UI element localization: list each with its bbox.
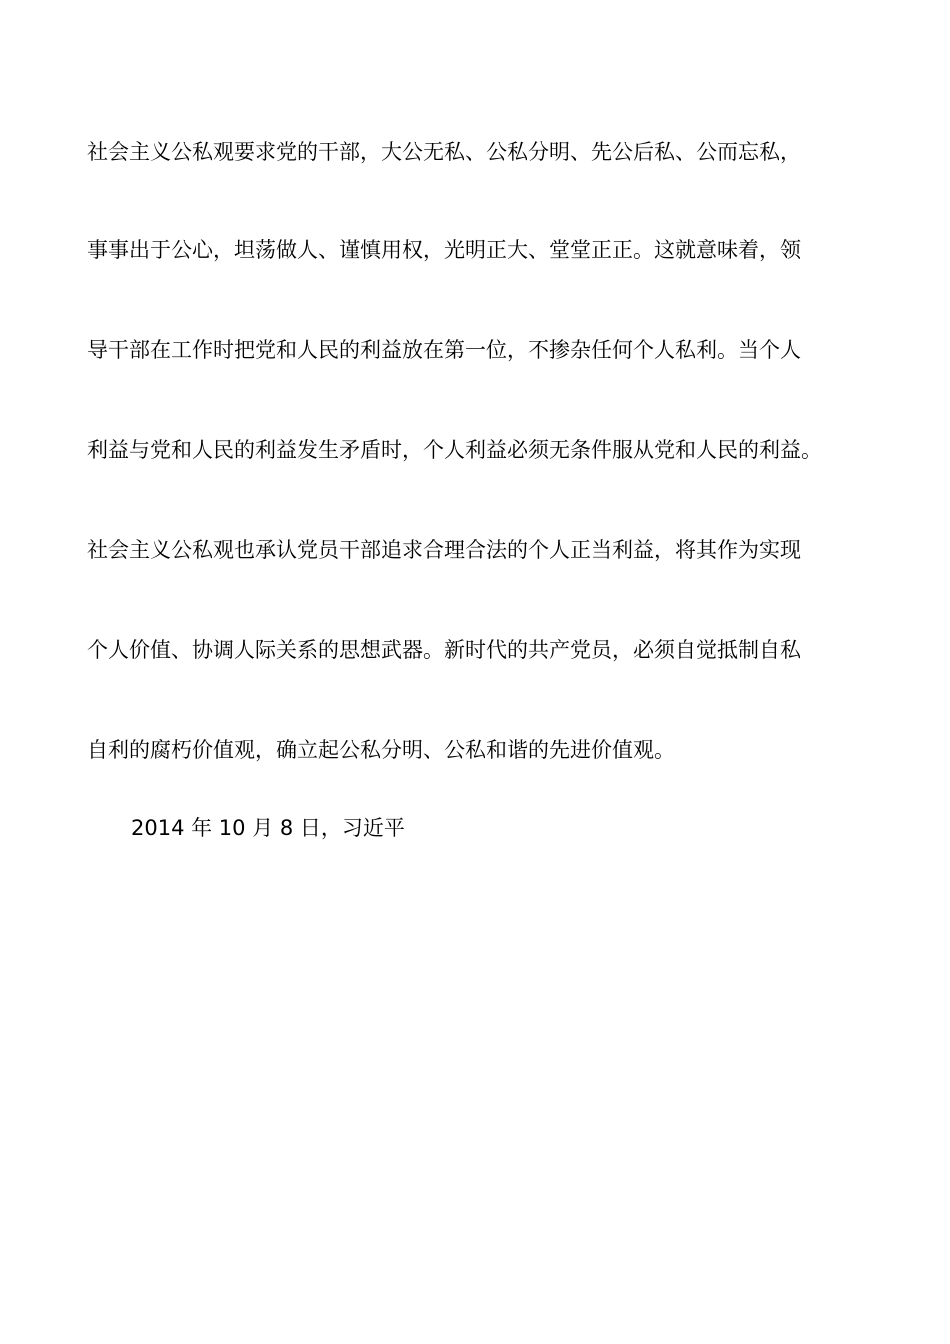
paragraph-line-1: 社会主义公私观要求党的干部，大公无私、公私分明、先公后私、公而忘私， (87, 140, 801, 164)
paragraph-line-5: 社会主义公私观也承认党员干部追求合理合法的个人正当利益，将其作为实现 (87, 538, 801, 562)
paragraph-line-3: 导干部在工作时把党和人民的利益放在第一位，不掺杂任何个人私利。当个人 (87, 338, 801, 362)
paragraph-line-4: 利益与党和人民的利益发生矛盾时，个人利益必须无条件服从党和人民的利益。 (87, 438, 822, 462)
paragraph-line-6: 个人价值、协调人际关系的思想武器。新时代的共产党员，必须自觉抵制自私 (87, 638, 801, 662)
date-signature: 2014 年 10 月 8 日，习近平 (131, 816, 405, 840)
paragraph-line-2: 事事出于公心，坦荡做人、谨慎用权，光明正大、堂堂正正。这就意味着，领 (87, 238, 801, 262)
paragraph-line-7: 自利的腐朽价值观，确立起公私分明、公私和谐的先进价值观。 (87, 738, 675, 762)
